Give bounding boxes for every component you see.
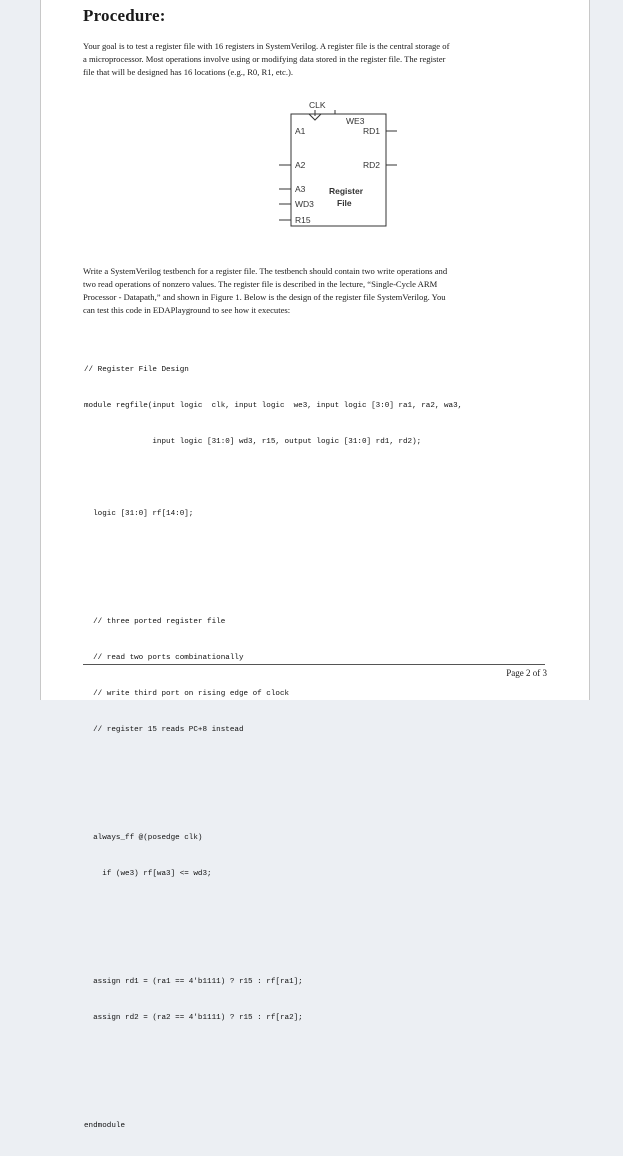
code-line: // write third port on rising edge of clock xyxy=(84,690,290,698)
intro-line: a microprocessor. Most operations involve using or modifying data stored in the register file. The register xyxy=(83,54,446,64)
we3-label: WE3 xyxy=(346,116,365,126)
code-line: if (we3) rf[wa3] <= wd3; xyxy=(84,870,212,878)
code-line: // read two ports combinationally xyxy=(84,654,244,662)
code-line: input logic [31:0] wd3, r15, output logic [31:0] rd1, rd2); xyxy=(84,438,422,446)
code-line: // register 15 reads PC+8 instead xyxy=(84,726,244,734)
clk-label: CLK xyxy=(309,100,326,110)
code-line xyxy=(84,544,462,556)
code-line xyxy=(84,1048,462,1060)
register-file-diagram xyxy=(251,98,411,234)
intro-line: Your goal is to test a register file with 16 registers in SystemVerilog. A register file is the central storage of xyxy=(83,41,450,51)
code-line: endmodule xyxy=(84,1122,126,1130)
procedure-heading: Procedure: xyxy=(83,6,166,25)
code-line: // Register File Design xyxy=(84,366,189,374)
code-line xyxy=(84,760,462,772)
code-line xyxy=(84,472,462,484)
register-file-title-1: Register xyxy=(329,186,364,196)
code-line: module regfile(input logic clk, input logic we3, input logic [3:0] ra1, ra2, wa3, xyxy=(84,402,463,410)
a3-label: A3 xyxy=(295,184,306,194)
code-line: // three ported register file xyxy=(84,618,226,626)
document-page xyxy=(40,0,590,1130)
task-line: Write a SystemVerilog testbench for a register file. The testbench should contain two write operations and xyxy=(83,266,448,276)
rd1-label: RD1 xyxy=(363,126,381,136)
code-line: assign rd2 = (ra2 == 4'b1111) ? r15 : rf[ra2]; xyxy=(84,1014,303,1022)
code-listing xyxy=(84,340,462,1156)
intro-line: file that will be designed has 16 locations (e.g., R0, R1, etc.). xyxy=(83,67,294,77)
task-line: Processor - Datapath,” and shown in Figure 1. Below is the design of the register file SystemVerilog. You xyxy=(83,292,446,302)
code-line: logic [31:0] rf[14:0]; xyxy=(84,510,194,518)
code-line xyxy=(84,940,462,952)
a1-label: A1 xyxy=(295,126,306,136)
wd3-label: WD3 xyxy=(295,199,314,209)
rd2-label: RD2 xyxy=(363,160,381,170)
intro-paragraph xyxy=(83,40,545,79)
footer-divider xyxy=(83,664,545,665)
task-paragraph xyxy=(83,265,545,317)
code-line xyxy=(84,796,462,808)
task-line: can test this code in EDAPlayground to see how it executes: xyxy=(83,305,291,315)
r15-label: R15 xyxy=(295,215,311,225)
code-line: assign rd1 = (ra1 == 4'b1111) ? r15 : rf[ra1]; xyxy=(84,978,303,986)
task-line: two read operations of nonzero values. The register file is described in the lecture, “Single-Cycle ARM xyxy=(83,279,438,289)
code-line: always_ff @(posedge clk) xyxy=(84,834,203,842)
code-line xyxy=(84,1084,462,1096)
code-line xyxy=(84,580,462,592)
code-line xyxy=(84,904,462,916)
register-file-title-2: File xyxy=(337,198,352,208)
page-number: Page 2 of 3 xyxy=(506,668,547,678)
a2-label: A2 xyxy=(295,160,306,170)
